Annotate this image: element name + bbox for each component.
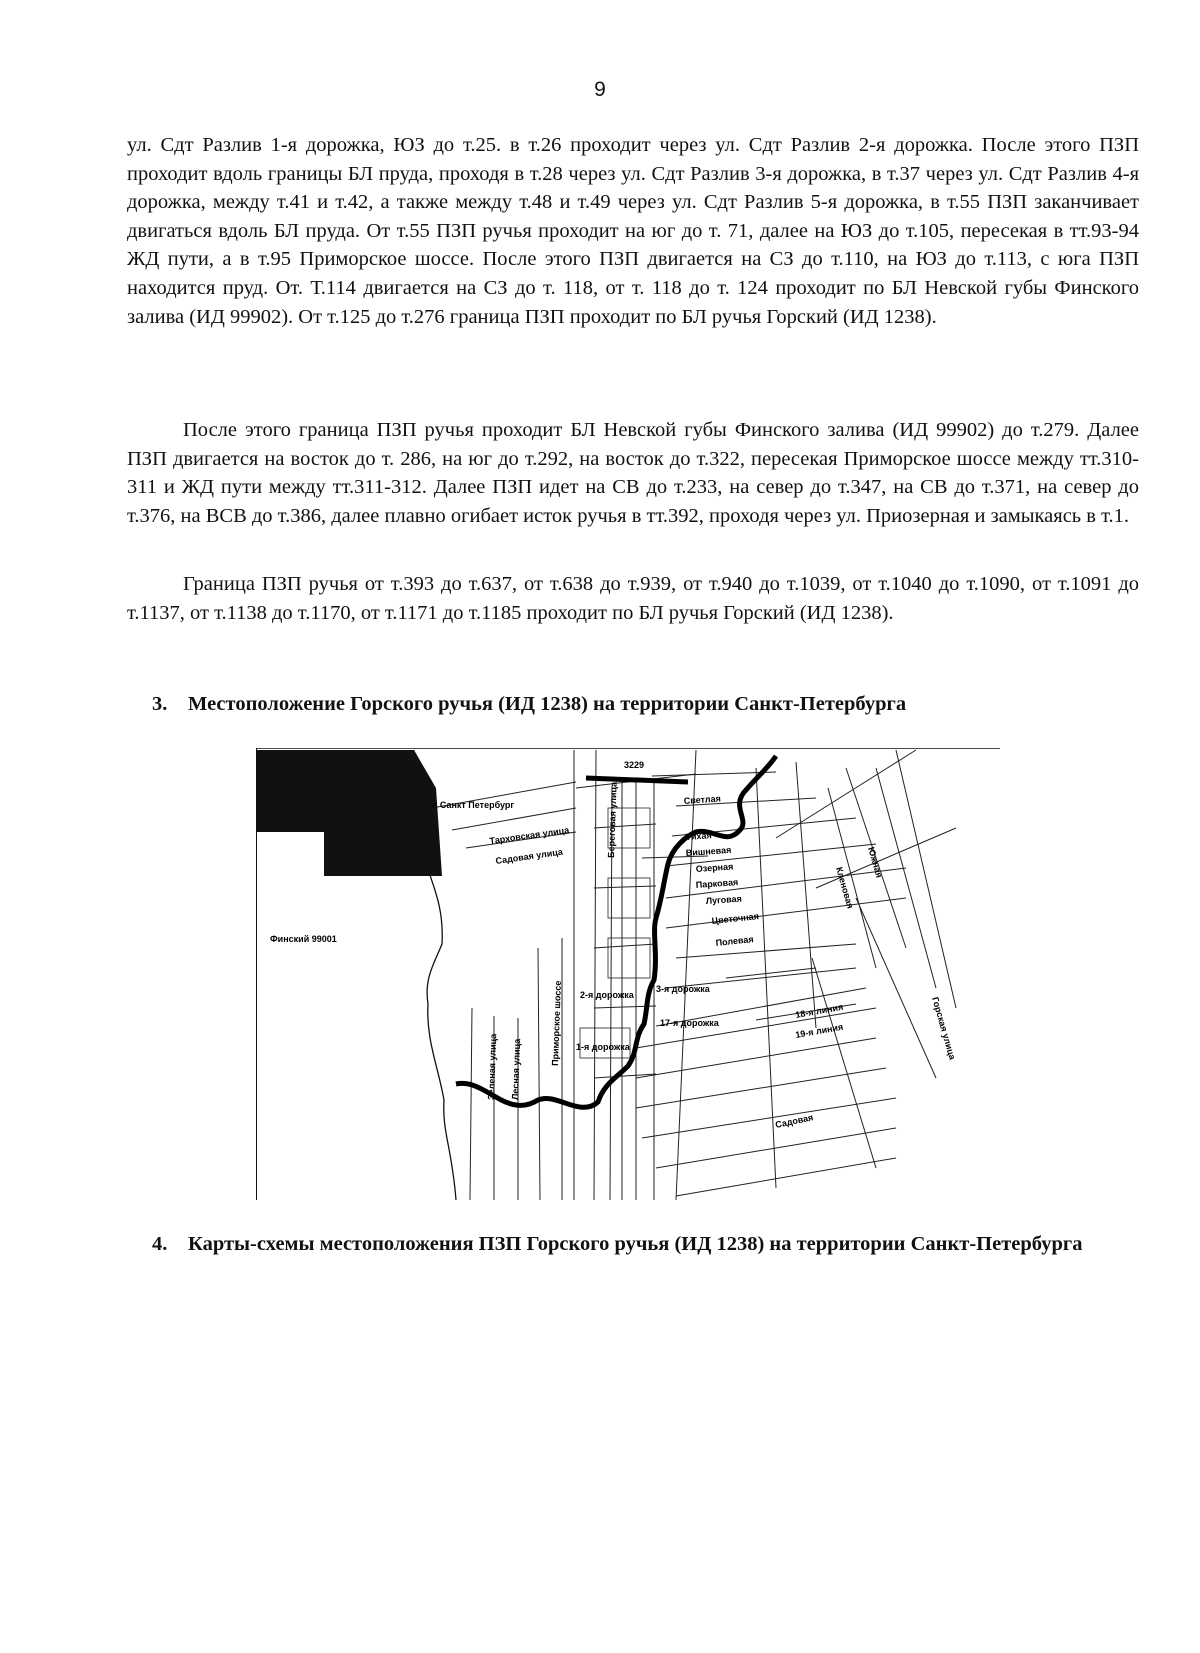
map-label-lane-10: Южная xyxy=(866,845,885,879)
section-title: Местоположение Горского ручья (ИД 1238) на территории Санкт-Петербурга xyxy=(188,693,907,715)
section-heading-4 xyxy=(152,1230,1142,1258)
map-label-road-7: Горская улица xyxy=(930,995,958,1061)
streets-east xyxy=(636,750,956,1200)
map-label-lane-2: Тихая xyxy=(685,830,713,842)
map-label-lane-4: Озерная xyxy=(695,861,734,874)
map-label-road-1: Тарховская улица xyxy=(488,824,570,846)
map-label-road-6: Береговая улица xyxy=(606,781,619,859)
map-label-dor-1: 1-я дорожка xyxy=(576,1042,630,1052)
map-label-road-4: Лесная улица xyxy=(510,1038,523,1101)
map-label-lane-1: Светлая xyxy=(683,793,722,806)
section-number: 3. xyxy=(152,693,168,715)
map-label-lane-5: Парковая xyxy=(695,877,739,890)
map-label-dor-18: 18-я линия xyxy=(794,1001,844,1020)
map-label-lane-11: Садовая xyxy=(774,1112,815,1130)
streets-west xyxy=(432,750,708,1200)
map-label-lane-6: Луговая xyxy=(705,893,743,906)
page-number: 9 xyxy=(594,78,606,101)
map-label-dor-19: 19-я линия xyxy=(794,1021,844,1040)
map-label-city: г. Санкт Петербург xyxy=(432,800,515,810)
location-map xyxy=(256,748,1000,1200)
map-label-dor-2: 2-я дорожка xyxy=(580,990,634,1000)
map-label-road-5: Зеленая улица xyxy=(486,1033,499,1101)
map-label-road-3: Приморское шоссе xyxy=(550,980,563,1067)
map-label-dor-17: 17-я дорожка xyxy=(660,1018,719,1028)
section-number: 4. xyxy=(152,1233,168,1255)
section-title: Карты-схемы местоположения ПЗП Горского ручья (ИД 1238) на территории Санкт-Петербурга xyxy=(188,1233,1083,1255)
paragraph-2: После этого граница ПЗП ручья проходит БЛ Невской губы Финского залива (ИД 99902) до т.279. Далее ПЗП двигается на восток до т. 286, на юг до т.292, на восток до т.322, пересекая Приморское шоссе между тт.310-311 и ЖД пути между тт.311-312. Далее ПЗП идет на СВ до т.233, на север до т.347, на СВ до т.371, на север до т.376, на ВСВ до т.386, далее плавно огибает исток ручья в тт.392, проходя через ул. Приозерная и замыкаясь в т.1. xyxy=(127,419,1139,527)
map-label-dor-3: 3-я дорожка xyxy=(656,984,710,994)
paragraph-3: Граница ПЗП ручья от т.393 до т.637, от т.638 до т.939, от т.940 до т.1039, от т.1040 до т.1090, от т.1091 до т.1137, от т.1138 до т.1170, от т.1171 до т.1185 проходит по БЛ ручья Горский (ИД 1238). xyxy=(127,573,1139,624)
excluded-area xyxy=(256,750,442,876)
paragraph-1: ул. Сдт Разлив 1-я дорожка, ЮЗ до т.25. в т.26 проходит через ул. Сдт Разлив 2-я дорожка. После этого ПЗП проходит вдоль границы БЛ пруда, проходя в т.28 через ул. Сдт Разлив 3-я дорожка, в т.37 через ул. Сдт Разлив 4-я дорожка, между т.41 и т.42, а также между т.48 и т.49 через ул. Сдт Разлив 5-я дорожка, в т.55 ПЗП заканчивает двигаться вдоль БЛ пруда. От т.55 ПЗП ручья проходит на юг до т. 71, далее на ЮЗ до т.105, пересекая в тт.93-94 ЖД пути, а в т.95 Приморское шоссе. После этого ПЗП двигается на СЗ до т.110, на ЮЗ до т.113, с юга ПЗП находится пруд. От. Т.114 двигается на СЗ до т. 118, от т. 118 до т. 124 проходит по БЛ Невской губы Финского залива (ИД 99902). От т.125 до т.276 граница ПЗП проходит по БЛ ручья Горский (ИД 1238). xyxy=(127,134,1139,328)
map-label-lane-7: Цветочная xyxy=(711,911,760,926)
map-label-bay: Финский 99001 xyxy=(270,934,337,944)
map-label-road-2: Садовая улица xyxy=(494,846,564,866)
map-label-lane-8: Полевая xyxy=(715,934,755,948)
map-label-id: 3229 xyxy=(624,760,645,770)
map-label-lane-9: Кленовая xyxy=(834,865,856,910)
section-heading-3 xyxy=(152,690,906,718)
map-label-lane-3: Вишневая xyxy=(685,844,732,858)
